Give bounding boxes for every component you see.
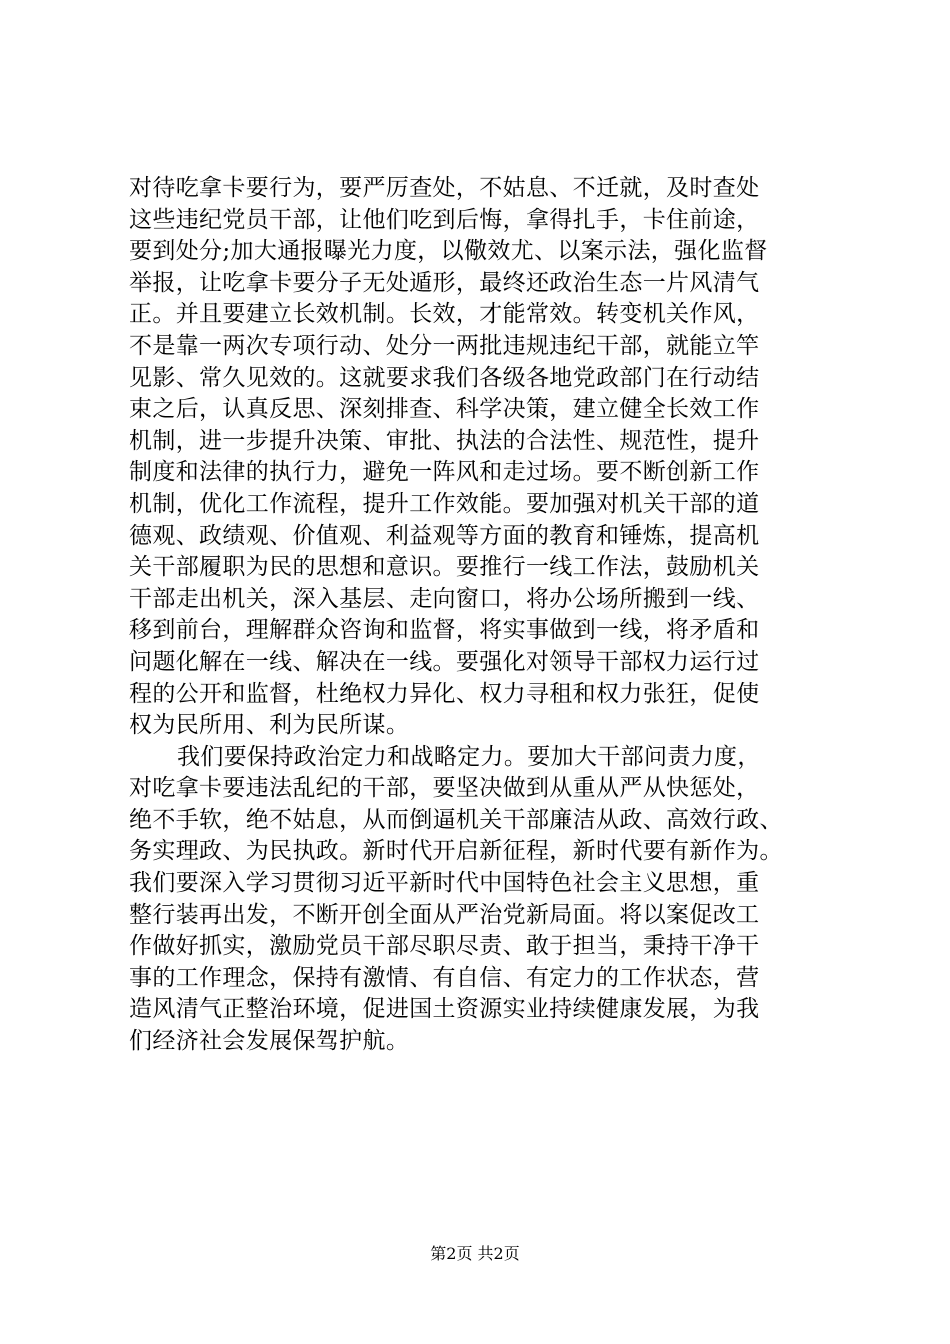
- text-line: 见影、常久见效的。这就要求我们各级各地党政部门在行动结: [129, 364, 760, 391]
- text-line: 权为民所用、利为民所谋。: [129, 712, 410, 739]
- text-line: 这些违纪党员干部，让他们吃到后悔，拿得扎手，卡住前途，: [129, 206, 760, 233]
- text-line: 正。并且要建立长效机制。长效，才能常效。转变机关作风，: [129, 301, 760, 328]
- page-number-footer: 第2页 共2页: [430, 1244, 520, 1263]
- text-line: 我们要保持政治定力和战略定力。要加大干部问责力度，: [177, 743, 761, 770]
- text-line: 造风清气正整治环境，促进国土资源实业持续健康发展，为我: [129, 996, 760, 1023]
- text-line: 务实理政、为民执政。新时代开启新征程，新时代要有新作为。: [129, 838, 783, 865]
- paragraph-1: [129, 173, 829, 742]
- text-line: 束之后，认真反思、深刻排查、科学决策，建立健全长效工作: [129, 396, 760, 423]
- text-line: 不是靠一两次专项行动、处分一两批违规违纪干部，就能立竿: [129, 332, 760, 359]
- text-line: 举报，让吃拿卡要分子无处遁形，最终还政治生态一片风清气: [129, 269, 760, 296]
- paragraph-2: [129, 742, 829, 1058]
- text-line: 事的工作理念，保持有激情、有自信、有定力的工作状态，营: [129, 964, 760, 991]
- text-line: 绝不手软，绝不姑息，从而倒逼机关干部廉洁从政、高效行政、: [129, 806, 783, 833]
- text-line: 关干部履职为民的思想和意识。要推行一线工作法，鼓励机关: [129, 554, 760, 581]
- text-line: 我们要深入学习贯彻习近平新时代中国特色社会主义思想，重: [129, 870, 760, 897]
- text-line: 制度和法律的执行力，避免一阵风和走过场。要不断创新工作: [129, 459, 760, 486]
- text-line: 问题化解在一线、解决在一线。要强化对领导干部权力运行过: [129, 648, 760, 675]
- text-line: 要到处分;加大通报曝光力度，以儆效尤、以案示法，强化监督: [129, 238, 768, 265]
- text-line: 干部走出机关，深入基层、走向窗口，将办公场所搬到一线、: [129, 585, 760, 612]
- document-body: [129, 173, 829, 1058]
- text-line: 移到前台，理解群众咨询和监督，将实事做到一线，将矛盾和: [129, 617, 760, 644]
- text-line: 德观、政绩观、价值观、利益观等方面的教育和锤炼，提高机: [129, 522, 760, 549]
- text-line: 机制，优化工作流程，提升工作效能。要加强对机关干部的道: [129, 490, 760, 517]
- text-line: 整行装再出发，不断开创全面从严治党新局面。将以案促改工: [129, 901, 760, 928]
- text-line: 程的公开和监督，杜绝权力异化、权力寻租和权力张狂，促使: [129, 680, 760, 707]
- text-line: 机制，进一步提升决策、审批、执法的合法性、规范性，提升: [129, 427, 760, 454]
- text-line: 作做好抓实，激励党员干部尽职尽责、敢于担当，秉持干净干: [129, 933, 760, 960]
- text-line: 对吃拿卡要违法乱纪的干部，要坚决做到从重从严从快惩处，: [129, 775, 760, 802]
- text-line: 对待吃拿卡要行为，要严厉查处，不姑息、不迁就，及时查处: [129, 175, 760, 201]
- text-line: 们经济社会发展保驾护航。: [129, 1028, 410, 1055]
